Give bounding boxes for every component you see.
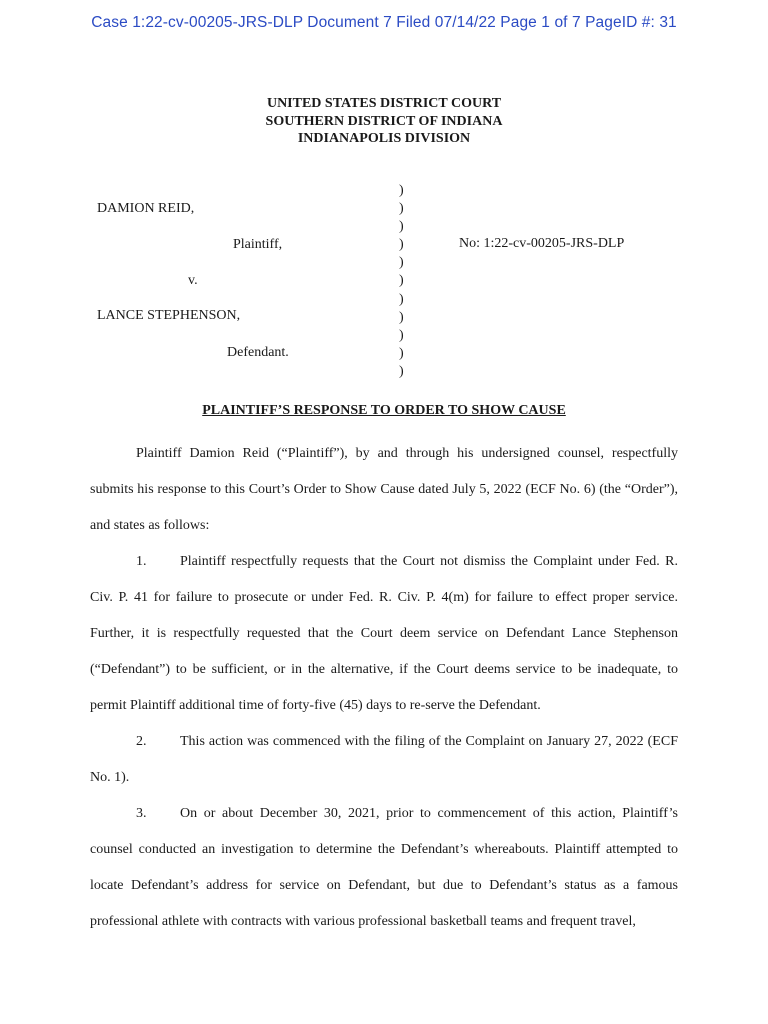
court-heading — [0, 95, 768, 148]
paragraph-number: 2. — [136, 734, 147, 749]
caption-paren: ) — [399, 219, 404, 235]
defendant-role: Defendant. — [227, 345, 289, 360]
versus-label: v. — [188, 273, 198, 288]
plaintiff-name: DAMION REID, — [97, 201, 195, 216]
ecf-filing-header: Case 1:22-cv-00205-JRS-DLP Document 7 Filed 07/14/22 Page 1 of 7 PageID #: 31 — [91, 14, 677, 31]
caption-paren: ) — [399, 291, 404, 307]
paragraph-text: This action was commenced with the filing of the Complaint on January 27, 2022 (ECF No. 1). — [90, 734, 678, 785]
caption-paren: ) — [399, 237, 404, 253]
intro-paragraph: Plaintiff Damion Reid (“Plaintiff”), by and through his undersigned counsel, respectfully submits his response to this Court’s Order to Show Cause dated July 5, 2022 (ECF No. 6) (the “Order”), and states as follows: — [90, 446, 678, 533]
caption-bracket — [399, 182, 404, 381]
plaintiff-role: Plaintiff, — [233, 237, 283, 252]
paragraph-number: 1. — [136, 554, 147, 569]
caption-paren: ) — [399, 255, 404, 271]
court-name: UNITED STATES DISTRICT COURT — [266, 96, 502, 111]
defendant-name: LANCE STEPHENSON, — [97, 308, 241, 323]
caption-paren: ) — [399, 345, 404, 361]
case-number: No: 1:22-cv-00205-JRS-DLP — [459, 236, 625, 251]
caption-paren: ) — [399, 183, 404, 198]
court-district: SOUTHERN DISTRICT OF INDIANA — [265, 113, 503, 129]
caption-paren: ) — [399, 309, 404, 325]
numbered-paragraph-3 — [90, 796, 678, 940]
numbered-paragraph-2 — [90, 724, 678, 796]
paragraph-number: 3. — [136, 806, 147, 821]
document-body — [90, 436, 678, 940]
paragraph-text: On or about December 30, 2021, prior to commencement of this action, Plaintiff’s counsel conducted an investigation to determine the Defendant’s whereabouts. Plaintiff attempted to locate Defendant’s address for service on Defendant, but due to Defendant’s status as a famous professional athlete with contracts with various professional basketball teams and frequent travel, — [90, 806, 678, 929]
paragraph-text: Plaintiff respectfully requests that the Court not dismiss the Complaint under Fed. R. Civ. P. 41 for failure to prosecute or under Fed. R. Civ. P. 4(m) for failure to effect proper service. Further, it is respectfully requested that the Court deem service on Defendant Lance Stephenson (“Defendant”) to be sufficient, or in the alternative, if the Court deems service to be inadequate, to permit Plaintiff additional time of forty-five (45) days to re-serve the Defendant. — [90, 554, 678, 713]
caption-paren: ) — [399, 273, 404, 289]
court-division: INDIANAPOLIS DIVISION — [297, 131, 471, 146]
caption-paren: ) — [399, 201, 404, 217]
document-title: PLAINTIFF’S RESPONSE TO ORDER TO SHOW CAUSE — [202, 403, 566, 418]
caption-paren: ) — [399, 327, 404, 343]
numbered-paragraph-1 — [90, 544, 678, 724]
caption-paren: ) — [399, 363, 404, 379]
